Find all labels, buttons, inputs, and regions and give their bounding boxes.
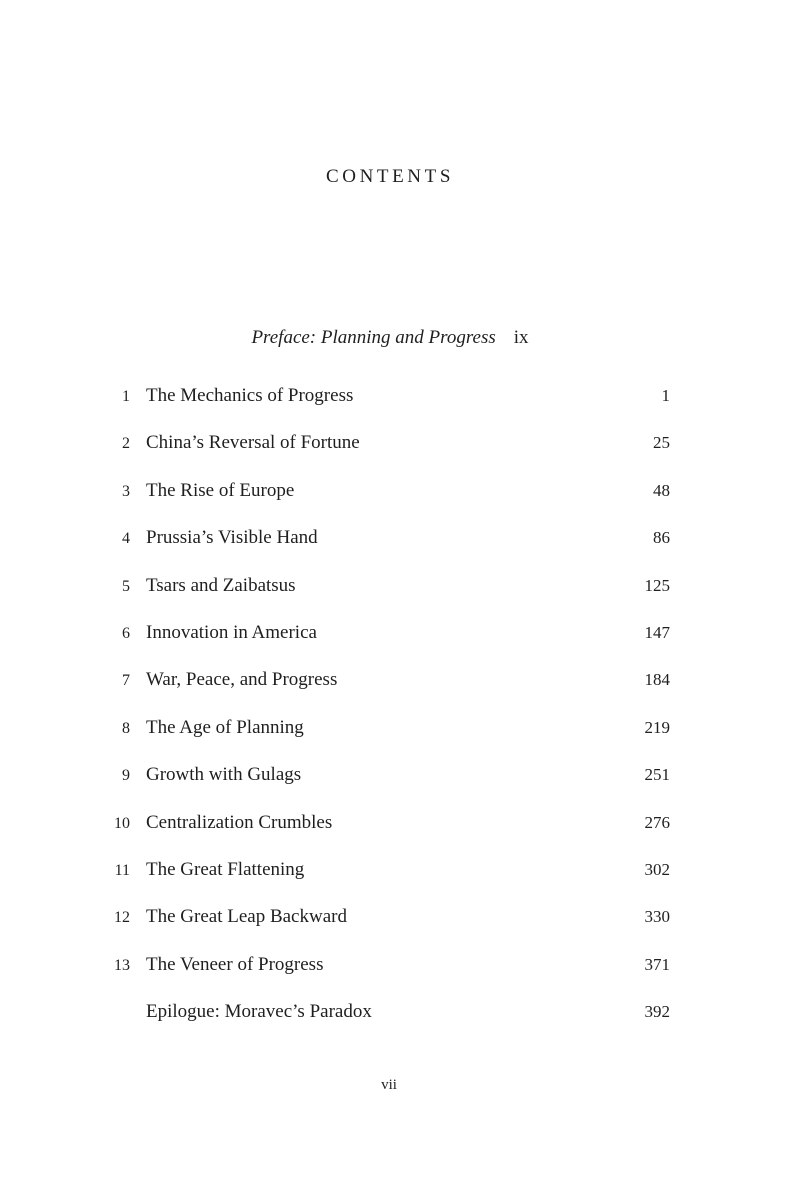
toc-entry [100,622,670,669]
chapter-number: 1 [122,388,130,405]
toc-entry [100,432,670,479]
toc-entry [100,859,670,906]
chapter-number: 9 [122,767,130,785]
toc-entry-epilogue [100,1001,670,1048]
chapter-page-number: 330 [644,907,670,927]
chapter-page-number: 251 [644,765,670,785]
toc-entry [100,527,670,574]
chapter-page-number: 302 [644,859,670,879]
chapter-number: 4 [122,530,130,548]
toc-entry [100,669,670,716]
chapter-page-number: 371 [644,954,670,974]
toc-entry [100,764,670,811]
chapter-title: Tsars and Zaibatsus [146,574,296,596]
chapter-number: 12 [114,909,130,927]
toc-entry [100,480,670,527]
chapter-title: The Rise of Europe [146,479,295,501]
chapter-title: War, Peace, and Progress [146,669,338,691]
chapter-page-number: 48 [653,480,670,500]
toc-entry [100,385,670,432]
chapter-title: The Great Flattening [146,858,305,880]
page-title: CONTENTS [325,166,455,187]
chapter-number: 3 [122,482,130,500]
chapter-title: The Great Leap Backward [146,906,347,928]
chapter-number: 6 [122,624,130,642]
chapter-page-number: 147 [644,622,670,642]
chapter-page-number: 86 [653,528,670,548]
chapter-page-number: 219 [644,717,670,737]
chapter-number: 13 [114,956,130,974]
epilogue-title: Epilogue: Moravec’s Paradox [146,1001,372,1023]
chapter-title: The Age of Planning [146,716,304,738]
chapter-number: 10 [114,814,130,832]
chapter-number: 11 [114,861,130,879]
preface-title: Preface: Planning and Progress [251,327,496,348]
chapter-title: China’s Reversal of Fortune [146,432,360,454]
chapter-page-number: 276 [644,812,670,832]
toc-entry [100,717,670,764]
preface-entry [0,327,780,349]
table-of-contents [100,385,670,1048]
chapter-number: 5 [122,577,130,595]
chapter-title: Centralization Crumbles [146,811,333,833]
chapter-page-number: 184 [644,670,670,690]
chapter-title: Growth with Gulags [146,764,302,786]
chapter-title: The Mechanics of Progress [146,385,354,406]
toc-entry [100,812,670,859]
chapter-title: The Veneer of Progress [146,953,324,975]
chapter-page-number: 25 [653,433,670,453]
toc-entry [100,906,670,953]
chapter-number: 8 [122,719,130,737]
chapter-page-number: 125 [644,575,670,595]
toc-entry [100,954,670,1001]
chapter-number: 2 [122,435,130,453]
chapter-title: Prussia’s Visible Hand [146,527,318,549]
page-folio: vii [381,1077,397,1093]
chapter-page-number: 1 [661,386,670,405]
epilogue-page-number: 392 [644,1002,670,1022]
toc-entry [100,575,670,622]
chapter-title: Innovation in America [146,621,317,643]
preface-page-number: ix [513,327,529,348]
chapter-number: 7 [122,672,130,690]
